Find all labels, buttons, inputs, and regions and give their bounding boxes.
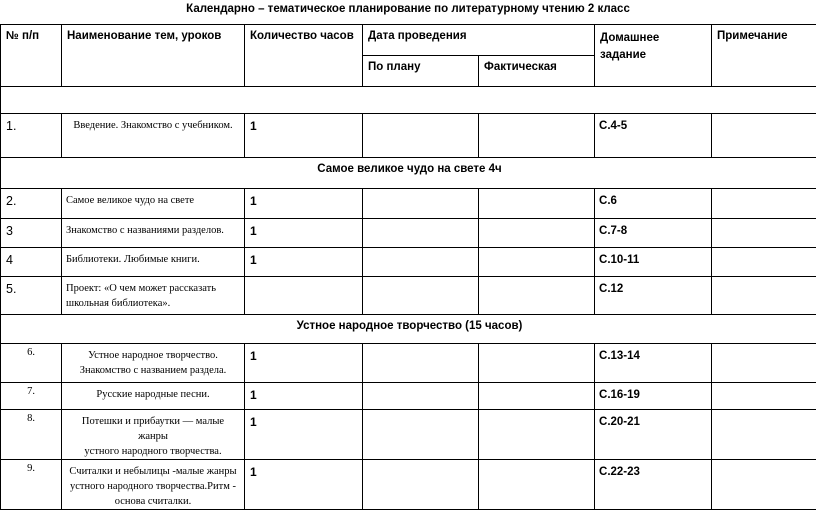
row-topic: Библиотеки. Любимые книги. [62,248,245,277]
row-actual [479,219,595,248]
row-planned [363,410,479,460]
table-row [1,189,816,219]
table-row [1,344,816,383]
row-actual [479,189,595,219]
row-planned [363,189,479,219]
row-notes [712,460,816,510]
row-topic-line1: Считалки и небылицы -малые жанры [69,466,236,477]
section-title: Самое великое чудо на свете 4ч [1,158,816,189]
row-actual [479,344,595,383]
row-notes [712,383,816,410]
header-date: Дата проведения [363,25,595,56]
row-actual [479,248,595,277]
row-notes [712,277,816,315]
row-num: 8. [1,410,62,460]
header-topic: Наименование тем, уроков [62,25,245,87]
row-notes [712,219,816,248]
row-actual [479,277,595,315]
row-topic-line1: Потешки и прибаутки — малые жанры [82,416,224,442]
row-planned [363,219,479,248]
row-num: 4 [1,248,62,277]
row-topic [62,410,245,460]
document-title: Календарно – тематическое планирование по литературному чтению 2 класс [0,3,816,15]
table-row [1,219,816,248]
row-notes [712,344,816,383]
row-planned [363,114,479,158]
row-num: 3 [1,219,62,248]
row-planned [363,383,479,410]
header-hours: Количество часов [245,25,363,87]
row-topic-line2: школьная библиотека». [66,298,170,309]
row-notes [712,248,816,277]
row-notes [712,410,816,460]
row-actual [479,383,595,410]
row-topic-line3: основа считалки. [115,496,192,507]
row-actual [479,410,595,460]
header-num: № п/п [1,25,62,87]
row-planned [363,277,479,315]
row-hours: 1 [245,383,363,410]
header-notes: Примечание [712,25,816,87]
row-homework: С.13-14 [595,344,712,383]
section-title: Устное народное творчество (15 часов) [1,315,816,344]
row-num: 5. [1,277,62,315]
row-topic [62,460,245,510]
row-planned [363,460,479,510]
row-hours: 1 [245,344,363,383]
row-homework: С.10-11 [595,248,712,277]
row-num: 9. [1,460,62,510]
header-homework [595,25,712,87]
row-homework: С.20-21 [595,410,712,460]
row-homework: С.6 [595,189,712,219]
row-topic [62,277,245,315]
planning-table [0,24,816,510]
table-row [1,277,816,315]
row-topic: Введение. Знакомство с учебником. [62,114,245,158]
row-topic: Самое великое чудо на свете [62,189,245,219]
header-actual: Фактическая [479,56,595,87]
row-homework: С.12 [595,277,712,315]
row-hours: 1 [245,114,363,158]
row-num: 1. [1,114,62,158]
row-num: 2. [1,189,62,219]
row-hours: 1 [245,460,363,510]
row-planned [363,248,479,277]
row-hours [245,277,363,315]
row-topic-line1: Устное народное творчество. [88,350,218,361]
row-planned [363,344,479,383]
row-notes [712,114,816,158]
row-notes [712,189,816,219]
row-topic: Русские народные песни. [62,383,245,410]
header-homework-line1: Домашнее [600,32,659,44]
section-row [1,315,816,344]
row-num: 6. [1,344,62,383]
header-row [1,25,816,56]
spacer-cell [1,87,816,114]
row-topic-line2: устного народного творчества.Ритм - [70,481,236,492]
row-actual [479,460,595,510]
row-topic-line2: устного народного творчества. [84,446,221,457]
row-topic [62,344,245,383]
row-hours: 1 [245,248,363,277]
header-homework-line2: задание [600,49,646,61]
row-topic-line2: Знакомство с названием раздела. [80,365,227,376]
row-homework: С.22-23 [595,460,712,510]
row-homework: С.4-5 [595,114,712,158]
row-num: 7. [1,383,62,410]
spacer-row [1,87,816,114]
row-hours: 1 [245,410,363,460]
row-actual [479,114,595,158]
section-row [1,158,816,189]
row-homework: С.7-8 [595,219,712,248]
table-row [1,460,816,510]
row-topic: Знакомство с названиями разделов. [62,219,245,248]
table-row [1,248,816,277]
table-row [1,383,816,410]
table-row [1,410,816,460]
row-homework: С.16-19 [595,383,712,410]
row-hours: 1 [245,219,363,248]
row-hours: 1 [245,189,363,219]
row-topic-line1: Проект: «О чем может рассказать [66,283,216,294]
table-row [1,114,816,158]
header-planned: По плану [363,56,479,87]
